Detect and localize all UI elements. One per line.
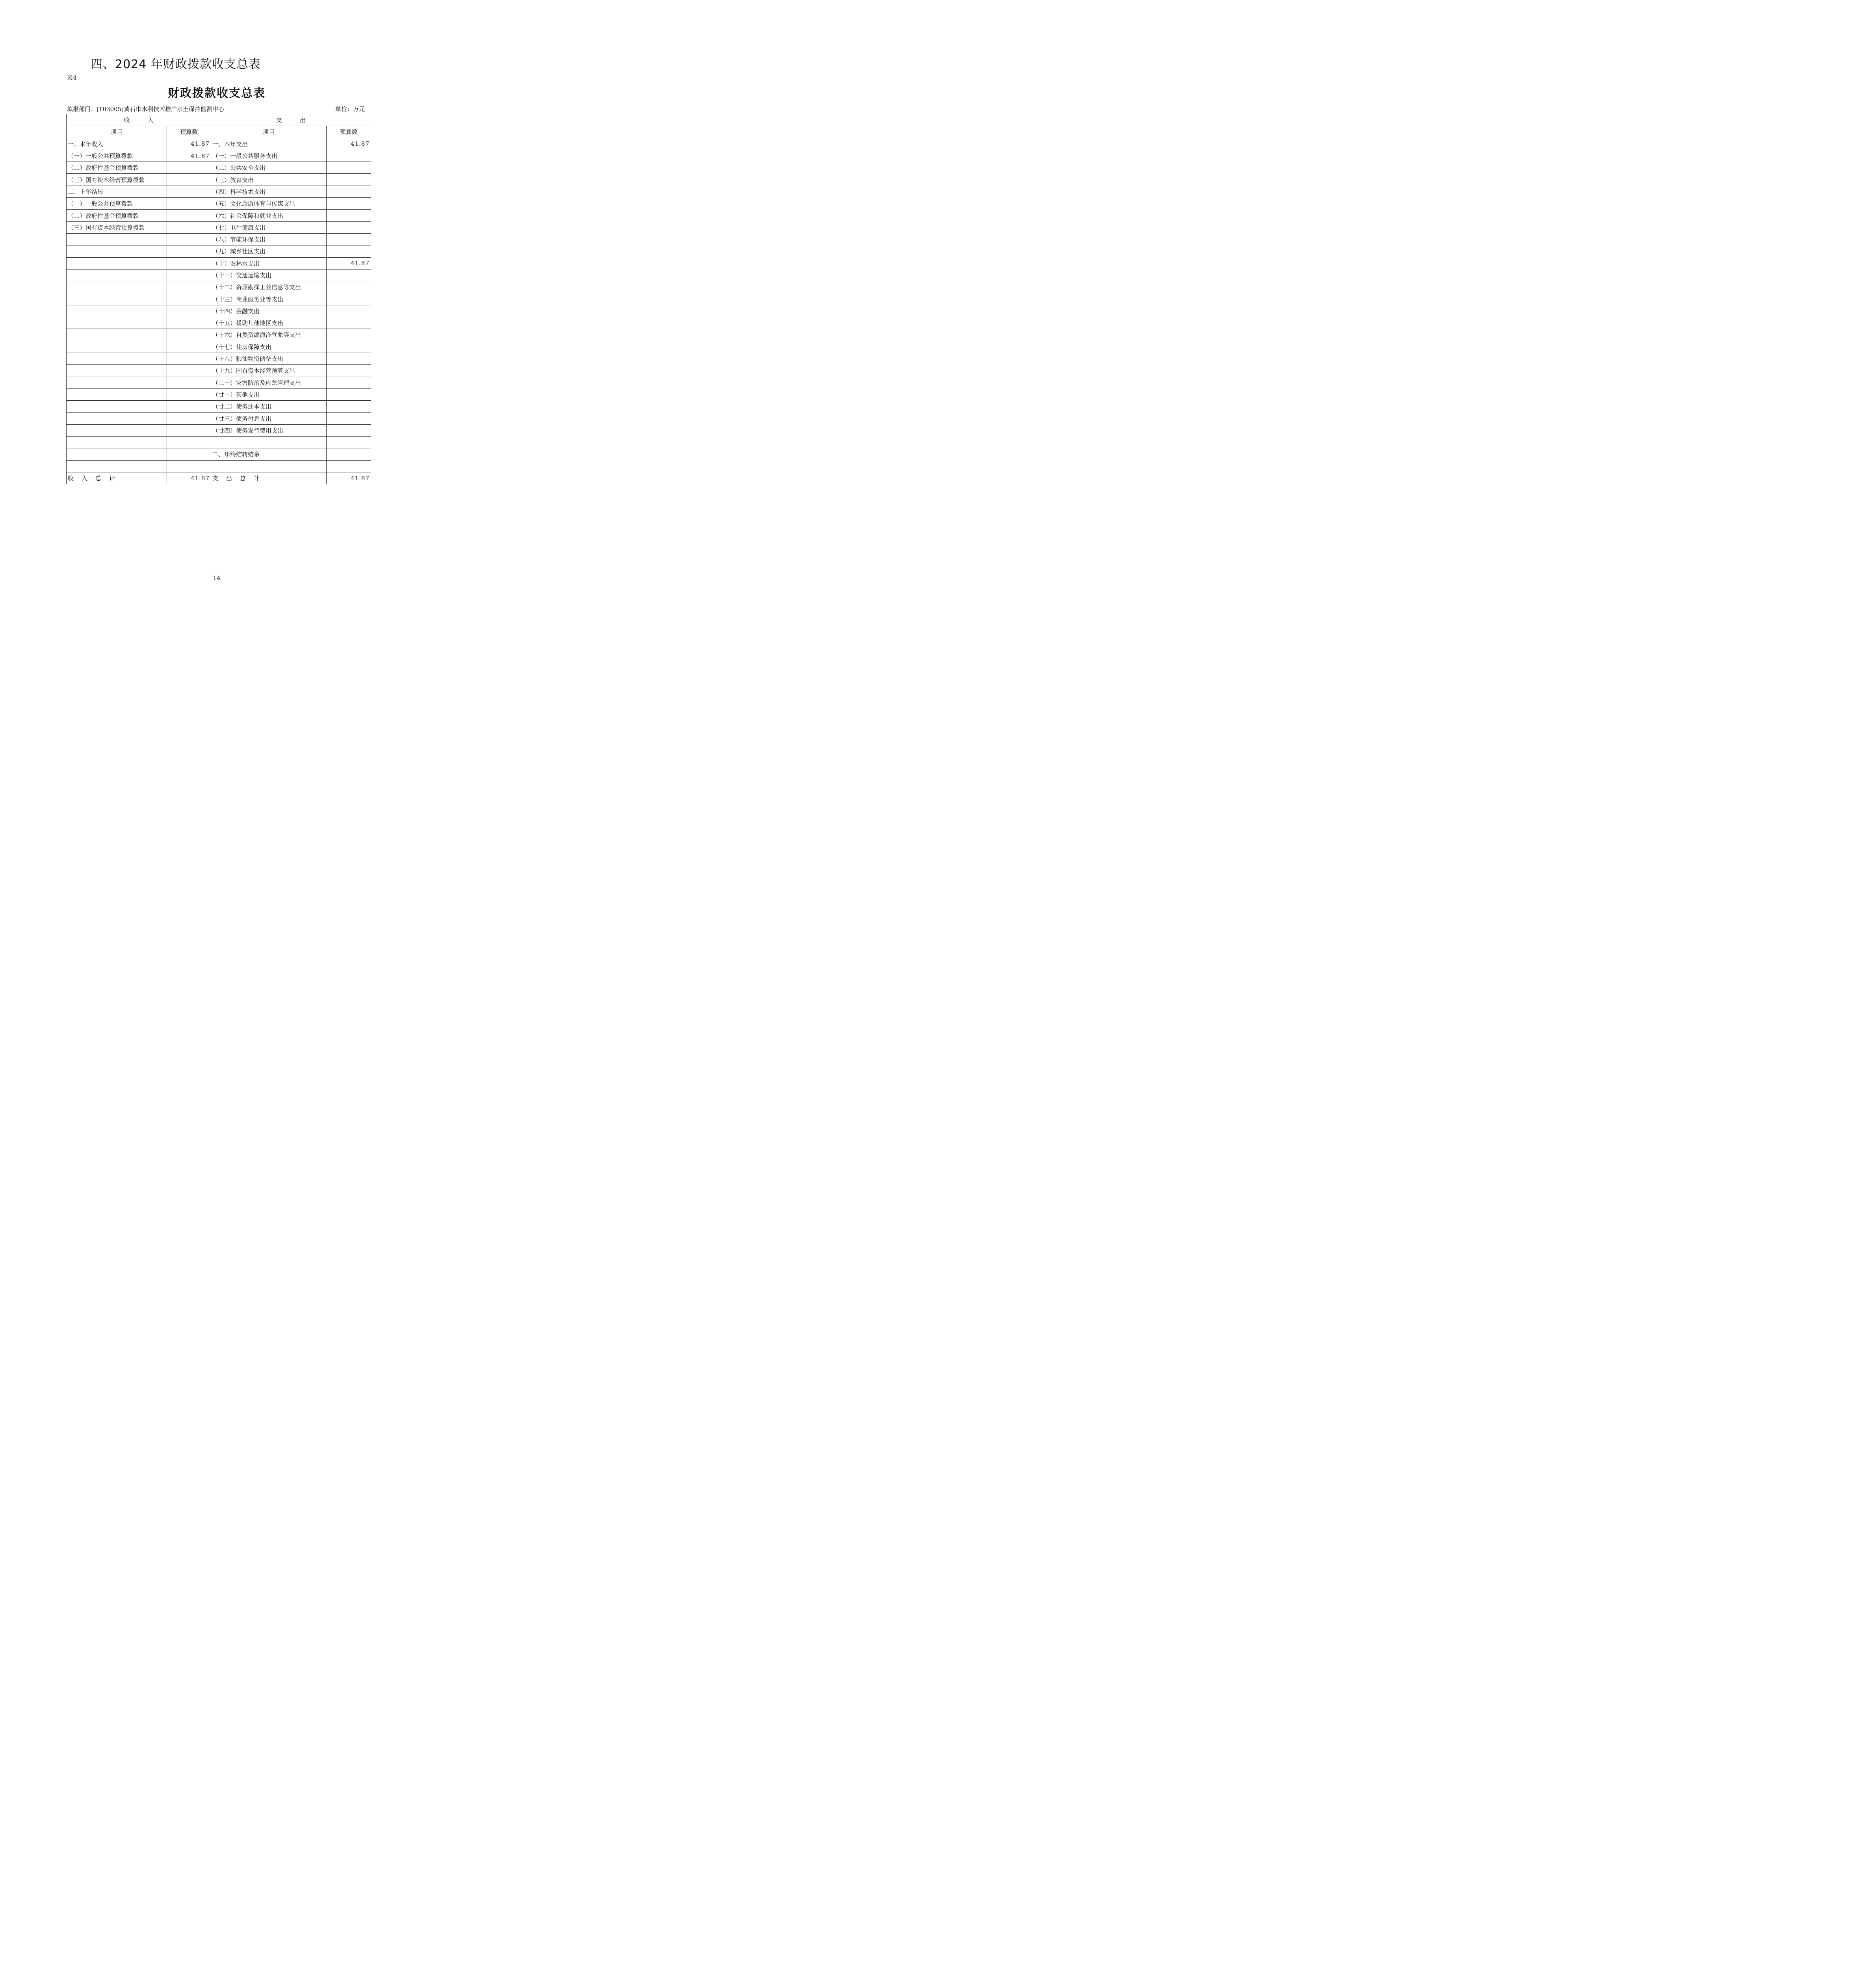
table-row xyxy=(67,424,371,436)
table-row xyxy=(67,233,371,245)
income-item-cell xyxy=(67,353,167,364)
expense-budget-cell: 41.87 xyxy=(327,257,371,269)
income-budget-cell: 41.87 xyxy=(167,138,211,150)
table-subheader-row xyxy=(67,126,371,138)
expense-budget-cell xyxy=(327,269,371,281)
income-budget-cell xyxy=(167,245,211,257)
income-item-cell xyxy=(67,460,167,472)
expense-budget-cell xyxy=(327,210,371,221)
expense-budget-cell xyxy=(327,401,371,413)
expense-item-cell: 二、年终结转结余 xyxy=(211,448,327,460)
expense-item-cell xyxy=(211,460,327,472)
expense-budget-cell xyxy=(327,317,371,329)
income-item-cell: （三）国有资本经营预算拨款 xyxy=(67,174,167,186)
income-item-cell xyxy=(67,424,167,436)
page-number: 14 xyxy=(213,574,221,582)
expense-item-cell: （十三）商业服务业等支出 xyxy=(211,293,327,305)
expense-budget-cell xyxy=(327,186,371,197)
income-budget-cell xyxy=(167,305,211,317)
expense-item-cell: （十二）资源勘探工业信息等支出 xyxy=(211,281,327,293)
income-budget-cell xyxy=(167,293,211,305)
income-item-cell xyxy=(67,388,167,400)
income-header: 收 入 xyxy=(67,114,211,126)
expense-budget-cell xyxy=(327,388,371,400)
expense-item-cell xyxy=(211,437,327,448)
expense-header: 支 出 xyxy=(211,114,371,126)
expense-budget-cell xyxy=(327,174,371,186)
table-row xyxy=(67,317,371,329)
income-item-cell: （一）一般公共预算拨款 xyxy=(67,198,167,210)
table-row xyxy=(67,329,371,341)
income-total-label: 收入总计 xyxy=(67,472,167,484)
income-item-cell xyxy=(67,401,167,413)
expense-item-cell: （廿四）债务发行费用支出 xyxy=(211,424,327,436)
table-row xyxy=(67,413,371,424)
expense-item-cell: （十八）粮油物资储备支出 xyxy=(211,353,327,364)
expense-budget-cell: 41.87 xyxy=(327,138,371,150)
income-budget-cell xyxy=(167,413,211,424)
expense-budget-cell xyxy=(327,437,371,448)
expense-item-cell: （二）公共安全支出 xyxy=(211,162,327,174)
expense-budget-cell xyxy=(327,245,371,257)
expense-item-cell: （二十）灾害防治及应急管理支出 xyxy=(211,377,327,388)
expense-budget-cell xyxy=(327,305,371,317)
table-row xyxy=(67,341,371,353)
expense-budget-cell xyxy=(327,353,371,364)
income-budget-cell xyxy=(167,174,211,186)
budget-table xyxy=(66,114,371,484)
table-row xyxy=(67,138,371,150)
income-item-cell xyxy=(67,413,167,424)
table-row xyxy=(67,150,371,162)
table-title: 财政拨款收支总表 xyxy=(167,86,266,100)
expense-item-cell: （九）城乡社区支出 xyxy=(211,245,327,257)
expense-item-cell: （廿二）债务还本支出 xyxy=(211,401,327,413)
table-row xyxy=(67,221,371,233)
income-budget-cell xyxy=(167,210,211,221)
income-item-cell xyxy=(67,233,167,245)
expense-item-cell: （十六）自然资源海洋气象等支出 xyxy=(211,329,327,341)
expense-budget-cell xyxy=(327,424,371,436)
total-row xyxy=(67,472,371,484)
expense-budget-cell xyxy=(327,377,371,388)
table-row xyxy=(67,353,371,364)
income-item-cell: 二、上年结转 xyxy=(67,186,167,197)
income-budget-cell xyxy=(167,269,211,281)
expense-item-cell: （八）节能环保支出 xyxy=(211,233,327,245)
expense-total-label: 支出总计 xyxy=(211,472,327,484)
expense-budget-cell xyxy=(327,281,371,293)
table-row xyxy=(67,437,371,448)
reporting-department: 填报部门：[103005]黄石市水利技术推广水土保持监测中心 xyxy=(67,106,224,113)
income-budget-header: 预算数 xyxy=(167,126,211,138)
expense-item-cell: （十）农林水支出 xyxy=(211,257,327,269)
income-item-cell xyxy=(67,269,167,281)
income-budget-cell xyxy=(167,388,211,400)
unit-label: 单位：万元 xyxy=(335,106,365,113)
expense-total-value: 41.87 xyxy=(327,472,371,484)
income-item-cell xyxy=(67,448,167,460)
income-item-cell xyxy=(67,281,167,293)
table-row xyxy=(67,448,371,460)
income-item-cell xyxy=(67,305,167,317)
expense-budget-cell xyxy=(327,150,371,162)
table-row xyxy=(67,281,371,293)
income-item-header: 项目 xyxy=(67,126,167,138)
expense-budget-cell xyxy=(327,460,371,472)
income-item-cell xyxy=(67,437,167,448)
income-budget-cell xyxy=(167,353,211,364)
income-item-cell xyxy=(67,245,167,257)
income-item-cell xyxy=(67,317,167,329)
income-budget-cell xyxy=(167,377,211,388)
table-row xyxy=(67,269,371,281)
income-budget-cell xyxy=(167,281,211,293)
table-row xyxy=(67,460,371,472)
income-budget-cell xyxy=(167,401,211,413)
expense-budget-cell xyxy=(327,413,371,424)
table-row xyxy=(67,245,371,257)
income-budget-cell xyxy=(167,317,211,329)
table-row xyxy=(67,377,371,388)
table-row xyxy=(67,174,371,186)
income-budget-cell xyxy=(167,162,211,174)
expense-budget-cell xyxy=(327,365,371,377)
expense-item-cell: （四）科学技术支出 xyxy=(211,186,327,197)
income-item-cell xyxy=(67,365,167,377)
expense-item-cell: （十五）援助其他地区支出 xyxy=(211,317,327,329)
expense-budget-cell xyxy=(327,233,371,245)
income-item-cell xyxy=(67,341,167,353)
table-header-row xyxy=(67,114,371,126)
income-budget-cell xyxy=(167,448,211,460)
expense-budget-header: 预算数 xyxy=(327,126,371,138)
expense-item-cell: （七）卫生健康支出 xyxy=(211,221,327,233)
expense-budget-cell xyxy=(327,341,371,353)
income-budget-cell xyxy=(167,329,211,341)
expense-item-cell: （三）教育支出 xyxy=(211,174,327,186)
expense-item-cell: （一）一般公共服务支出 xyxy=(211,150,327,162)
income-budget-cell xyxy=(167,365,211,377)
expense-item-cell: （十一）交通运输支出 xyxy=(211,269,327,281)
expense-budget-cell xyxy=(327,293,371,305)
income-item-cell xyxy=(67,257,167,269)
income-item-cell xyxy=(67,329,167,341)
table-row xyxy=(67,293,371,305)
table-row xyxy=(67,305,371,317)
expense-item-cell: （十九）国有资本经营预算支出 xyxy=(211,365,327,377)
income-budget-cell xyxy=(167,257,211,269)
income-item-cell: （二）政府性基金预算拨款 xyxy=(67,162,167,174)
income-item-cell: 一、本年收入 xyxy=(67,138,167,150)
table-row xyxy=(67,162,371,174)
section-title: 四、2024 年财政拨款收支总表 xyxy=(91,58,261,71)
income-budget-cell xyxy=(167,437,211,448)
expense-item-cell: （五）文化旅游体育与传媒支出 xyxy=(211,198,327,210)
expense-item-cell: 一、本年支出 xyxy=(211,138,327,150)
table-row xyxy=(67,210,371,221)
expense-budget-cell xyxy=(327,221,371,233)
income-budget-cell xyxy=(167,198,211,210)
expense-budget-cell xyxy=(327,448,371,460)
income-item-cell: （二）政府性基金预算拨款 xyxy=(67,210,167,221)
income-budget-cell xyxy=(167,341,211,353)
expense-item-header: 项目 xyxy=(211,126,327,138)
expense-item-cell: （廿三）债务付息支出 xyxy=(211,413,327,424)
income-budget-cell xyxy=(167,460,211,472)
expense-item-cell: （十四）金融支出 xyxy=(211,305,327,317)
table-row xyxy=(67,186,371,197)
income-budget-cell xyxy=(167,424,211,436)
income-item-cell xyxy=(67,293,167,305)
income-total-value: 41.87 xyxy=(167,472,211,484)
income-item-cell: （三）国有资本经营预算拨款 xyxy=(67,221,167,233)
income-budget-cell: 41.87 xyxy=(167,150,211,162)
table-row xyxy=(67,198,371,210)
table-row xyxy=(67,388,371,400)
income-item-cell xyxy=(67,377,167,388)
table-row xyxy=(67,257,371,269)
expense-budget-cell xyxy=(327,162,371,174)
table-row xyxy=(67,401,371,413)
income-budget-cell xyxy=(167,233,211,245)
expense-budget-cell xyxy=(327,198,371,210)
income-budget-cell xyxy=(167,221,211,233)
expense-item-cell: （六）社会保障和就业支出 xyxy=(211,210,327,221)
expense-item-cell: （十七）住房保障支出 xyxy=(211,341,327,353)
table-number: 表4 xyxy=(67,74,77,81)
expense-budget-cell xyxy=(327,329,371,341)
expense-item-cell: （廿一）其他支出 xyxy=(211,388,327,400)
income-budget-cell xyxy=(167,186,211,197)
income-item-cell: （一）一般公共预算拨款 xyxy=(67,150,167,162)
table-row xyxy=(67,365,371,377)
